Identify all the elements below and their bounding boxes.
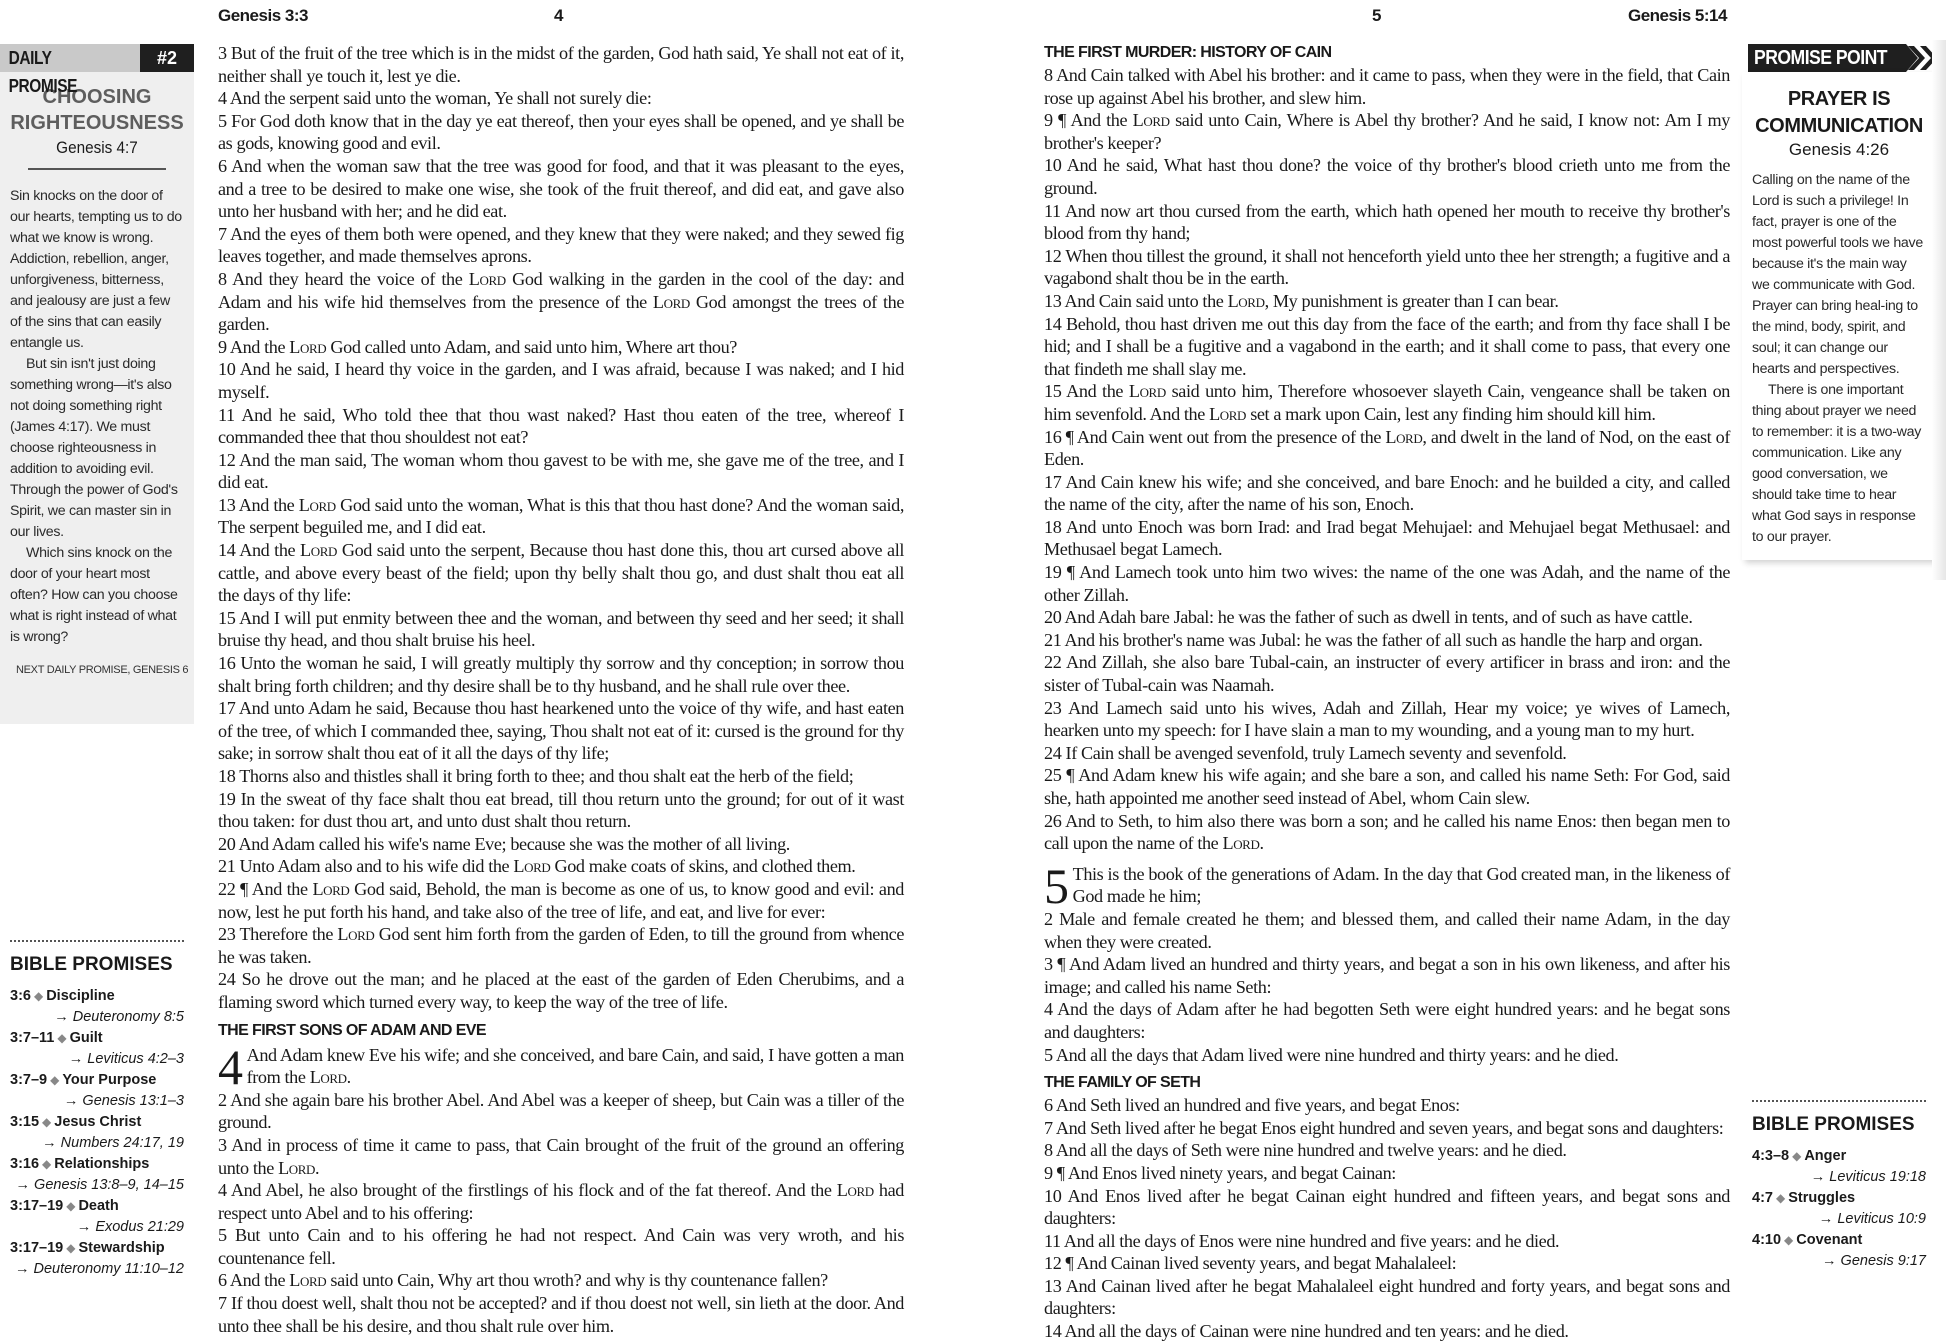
cross-reference-text: Exodus 21:29: [95, 1219, 184, 1235]
cross-reference-text: Leviticus 19:18: [1829, 1169, 1926, 1185]
bible-promise-item: [10, 1070, 194, 1112]
verse: 24 So he drove out the man; and he placed at the east of the garden of Eden Cherubims, and a flaming sword which turned every way, to keep the way of the tree of life.: [218, 969, 904, 1012]
lord-small-caps: Lord: [278, 1157, 316, 1178]
verse: And Adam knew Eve his wife; and she conceived, and bare Cain, and said, I have gotten a man from the Lord.: [246, 1044, 904, 1088]
chapter-start: [1044, 857, 1730, 914]
verse: 4 And the days of Adam after he had begotten Seth were eight hundred years: and he begat sons and daughters:: [1044, 999, 1730, 1042]
promise-reference: 3:7–11: [10, 1030, 55, 1046]
lord-small-caps: Lord: [337, 924, 375, 945]
arrow-right-icon: →: [63, 1093, 83, 1109]
bible-promise-line: [10, 1070, 194, 1091]
cross-reference: [10, 1217, 194, 1238]
promise-topic: Relationships: [54, 1156, 150, 1172]
cross-reference: [10, 1175, 194, 1196]
lord-small-caps: Lord: [1128, 381, 1166, 402]
cross-reference: [10, 1049, 194, 1070]
promise-topic: Jesus Christ: [54, 1114, 142, 1130]
verse: 11 And all the days of Enos were nine hundred and five years: and he died.: [1044, 1230, 1560, 1251]
verse: 13 And Cain said unto the Lord, My punishment is greater than I can bear.: [1044, 290, 1559, 311]
promise-point-title-line1: PRAYER IS: [1787, 88, 1891, 110]
arrow-right-icon: →: [76, 1219, 96, 1235]
section-heading: THE FIRST MURDER: HISTORY OF CAIN: [1044, 44, 1332, 61]
verse: 25 ¶ And Adam knew his wife again; and she bare a son, and called his name Seth: For God, said she, hath appointed me another seed instead of Abel, whom Cain slew.: [1044, 765, 1730, 808]
lord-small-caps: Lord: [513, 856, 551, 877]
promise-reference: 3:6: [10, 988, 31, 1004]
diamond-icon: ◆: [42, 1115, 52, 1129]
promise-topic: Anger: [1804, 1148, 1847, 1164]
diamond-icon: ◆: [33, 989, 44, 1003]
bible-promise-item: [10, 986, 194, 1028]
lord-small-caps: Lord: [468, 268, 506, 289]
daily-promise-label: DAILY PROMISE: [8, 48, 77, 96]
verse: 4 And Abel, he also brought of the firstlings of his flock and of the fat thereof. And the Lord had respect unto Abel and to his offering:: [218, 1180, 904, 1223]
next-daily-promise-link: NEXT DAILY PROMISE, GENESIS 6: [16, 664, 189, 676]
verse: 3 ¶ And Adam lived an hundred and thirty years, and begat a son in his own likeness, and after his image; and called his name Seth:: [1044, 954, 1730, 997]
verse: 23 And Lamech said unto his wives, Adah and Zillah, Hear my voice; ye wives of Lamech, hearken unto my speech: for I have slain a man to my wounding, and a young man to my hurt.: [1044, 697, 1730, 741]
daily-promise-reference: Genesis 4:7: [56, 138, 138, 157]
cross-reference-text: Leviticus 10:9: [1837, 1211, 1926, 1227]
bible-promise-line: [10, 1112, 194, 1133]
bible-promise-line: [10, 986, 194, 1007]
cross-reference-text: Genesis 13:1–3: [82, 1093, 184, 1109]
verse: 10 And he said, I heard thy voice in the garden, and I was afraid, because I was naked; and I hid myself.: [218, 359, 904, 402]
bible-promise-item: [10, 1154, 194, 1196]
verse: 4 And the serpent said unto the woman, Ye shall not surely die:: [218, 88, 652, 109]
verse: 18 And unto Enoch was born Irad: and Irad begat Mehujael: and Mehujael begat Methusael: and Methusael begat Lamech.: [1044, 516, 1730, 560]
bible-promise-line: [10, 1196, 194, 1217]
dotted-divider: [10, 940, 184, 942]
promise-reference: 4:3–8: [1752, 1148, 1790, 1164]
verse: 10 And he said, What hast thou done? the voice of thy brother's blood crieth unto me from the ground.: [1044, 155, 1730, 198]
promise-point-title-line2: COMMUNICATION: [1755, 115, 1923, 137]
verse: 15 And the Lord said unto him, Therefore whosoever slayeth Cain, vengeance shall be taken on him sevenfold. And the Lord set a mark upon Cain, lest any finding him should kill him.: [1044, 381, 1730, 424]
daily-promise-sidebar: [0, 44, 194, 724]
daily-promise-number: #2: [140, 44, 194, 72]
diamond-icon: ◆: [42, 1157, 52, 1171]
lord-small-caps: Lord: [298, 494, 336, 515]
page-number-right: 5: [1372, 6, 1381, 25]
lord-small-caps: Lord: [652, 291, 690, 312]
promise-reference: 3:17–19: [10, 1198, 64, 1214]
lord-small-caps: Lord: [289, 1270, 327, 1291]
verse: 16 ¶ And Cain went out from the presence of the Lord, and dwelt in the land of Nod, on the east of Eden.: [1044, 426, 1730, 470]
divider: [28, 168, 166, 170]
lord-small-caps: Lord: [836, 1180, 874, 1201]
chapter-number: 4: [218, 1038, 243, 1095]
cross-reference-text: Numbers 24:17, 19: [60, 1135, 184, 1151]
verse: 17 And unto Adam he said, Because thou hast hearkened unto the voice of thy wife, and hast eaten of the tree, of which I commanded thee, saying, Thou shalt not eat of it: cursed is the ground for thy sake; in sorrow shalt thou eat of it all the days of thy life;: [218, 698, 904, 764]
verse: 2 Male and female created he them; and blessed them, and called their name Adam, in the day when they were created.: [1044, 908, 1730, 952]
bible-promise-item: [10, 1112, 194, 1154]
promise-reference: 4:7: [1752, 1190, 1773, 1206]
promise-topic: Stewardship: [78, 1240, 165, 1256]
verse: 12 When thou tillest the ground, it shall not henceforth yield unto thee her strength; a fugitive and a vagabond shalt thou be in the earth.: [1044, 245, 1730, 289]
verse: 14 Behold, thou hast driven me out this day from the face of the earth; and from thy face shall I be hid; and I shall be a fugitive and a vagabond in the earth; and it shall come to pass, that every one that findeth me shall slay me.: [1044, 313, 1730, 379]
lord-small-caps: Lord: [289, 336, 327, 357]
right-text-column: [1044, 42, 1730, 1343]
verse: This is the book of the generations of Adam. In the day that God created man, in the likeness of God made he him;: [1072, 863, 1730, 907]
verse: 3 And in process of time it came to pass, that Cain brought of the fruit of the ground an offering unto the Lord.: [218, 1134, 904, 1178]
lord-small-caps: Lord: [1385, 426, 1423, 447]
arrow-right-icon: →: [54, 1009, 73, 1025]
verse: 22 And Zillah, she also bare Tubal-cain, an instructer of every artificer in brass and iron: and the sister of Tubal-cain was Naamah.: [1044, 652, 1730, 696]
daily-promise-body: [0, 186, 194, 648]
cross-reference-text: Genesis 9:17: [1840, 1253, 1926, 1269]
promise-topic: Discipline: [46, 988, 115, 1004]
diamond-icon: ◆: [1775, 1191, 1786, 1205]
promise-reference: 3:15: [10, 1114, 40, 1130]
bible-promise-item: [1752, 1188, 1936, 1230]
bible-promise-line: [1752, 1230, 1936, 1251]
verse: 24 If Cain shall be avenged sevenfold, truly Lamech seventy and sevenfold.: [1044, 742, 1567, 763]
paragraph: Calling on the name of the Lord is such a privilege! In fact, prayer is one of the most powerful tools we have because it's the main way we communicate with God. Prayer can bring heal-ing to the mind, body, spirit, and soul; it can change our hearts and perspectives.: [1752, 172, 1923, 377]
verse: 8 And they heard the voice of the Lord God walking in the garden in the cool of the day: and Adam and his wife hid themselves from the presence of the Lord God amongst the trees of the garden.: [218, 268, 904, 335]
verse: 6 And the Lord said unto Cain, Why art thou wroth? and why is thy countenance fallen?: [218, 1270, 828, 1291]
bible-promise-item: [10, 1196, 194, 1238]
cross-reference: [1752, 1251, 1936, 1272]
verse: 19 ¶ And Lamech took unto him two wives: the name of the one was Adah, and the name of the other Zillah.: [1044, 562, 1730, 605]
verse: 14 And the Lord God said unto the serpent, Because thou hast done this, thou art cursed above all cattle, and above every beast of the field; upon thy belly shalt thou go, and dust shalt thou eat all the days of thy life:: [218, 540, 905, 606]
dotted-divider: [1752, 1100, 1926, 1102]
diamond-icon: ◆: [1792, 1149, 1802, 1163]
verse: 13 And Cainan lived after he begat Mahalaleel eight hundred and forty years, and begat sons and daughters:: [1044, 1275, 1730, 1319]
cross-reference-text: Deuteronomy 11:10–12: [33, 1261, 184, 1277]
cross-reference: [10, 1259, 194, 1280]
cross-reference: [10, 1007, 194, 1028]
lord-small-caps: Lord: [300, 540, 338, 561]
verse: 23 Therefore the Lord God sent him forth from the garden of Eden, to till the ground from whence he was taken.: [218, 924, 905, 967]
bible-promise-line: [10, 1028, 194, 1049]
promise-topic: Struggles: [1788, 1190, 1856, 1206]
verse: 15 And I will put enmity between thee and the woman, and between thy seed and her seed; it shall bruise thy head, and thou shalt bruise his heel.: [218, 607, 904, 651]
bible-promise-line: [10, 1154, 194, 1175]
paragraph: But sin isn't just doing something wrong—it's also not doing something right (James 4:17). We must choose righteousness in addition to avoiding evil. Through the power of God's Spirit, we can master sin in our lives.: [10, 356, 178, 540]
promise-reference: 3:7–9: [10, 1072, 48, 1088]
arrow-right-icon: →: [42, 1135, 61, 1151]
daily-promise-title-line1: CHOOSING: [42, 86, 152, 108]
verse: 12 And the man said, The woman whom thou gavest to be with me, she gave me of the tree, and I did eat.: [218, 449, 904, 493]
verse: 10 And Enos lived after he begat Cainan eight hundred and fifteen years, and begat sons and daughters:: [1044, 1185, 1730, 1229]
verse: 8 And all the days of Seth were nine hundred and twelve years: and he died.: [1044, 1140, 1567, 1161]
verse: 3 But of the fruit of the tree which is in the midst of the garden, God hath said, Ye shall not eat of it, neither shall ye touch it, lest ye die.: [218, 43, 904, 86]
diamond-icon: ◆: [50, 1073, 60, 1087]
lord-small-caps: Lord: [1209, 403, 1247, 424]
promise-point-title: [1742, 86, 1936, 140]
arrow-right-icon: →: [15, 1177, 35, 1193]
cross-reference: [10, 1091, 194, 1112]
verse: 18 Thorns also and thistles shall it bring forth to thee; and thou shalt eat the herb of the field;: [218, 766, 854, 786]
verse: 9 ¶ And Enos lived ninety years, and begat Cainan:: [1044, 1162, 1396, 1183]
bible-promise-item: [1752, 1230, 1936, 1272]
paragraph: Which sins knock on the door of your heart most often? How can you choose what is right instead of what is wrong?: [10, 545, 178, 645]
daily-promise-header: [0, 44, 194, 96]
promise-point-body: [1742, 170, 1936, 548]
paragraph: Sin knocks on the door of our hearts, tempting us to do what we know is wrong. Addiction, rebellion, anger, unforgiveness, bitterness, and jealousy are just a few of the sins that can easily entangle us.: [10, 188, 182, 351]
verse: 5 And all the days that Adam lived were nine hundred and thirty years: and he died.: [1044, 1044, 1619, 1065]
promise-topic: Guilt: [69, 1030, 103, 1046]
bible-promise-line: [1752, 1146, 1936, 1167]
verse: 6 And Seth lived an hundred and five years, and begat Enos:: [1044, 1095, 1460, 1116]
arrow-right-icon: →: [1818, 1211, 1838, 1227]
bible-promise-line: [10, 1238, 194, 1259]
section-heading: THE FIRST SONS OF ADAM AND EVE: [218, 1021, 486, 1039]
running-head-left: Genesis 3:3: [218, 6, 308, 25]
arrow-right-icon: →: [14, 1261, 34, 1277]
page-edge-shadow: [1932, 40, 1946, 580]
chapter-start: [218, 1038, 904, 1095]
verse: 7 If thou doest well, shalt thou not be accepted? and if thou doest not well, sin lieth at the door. And unto thee shall be his desire, and thou shalt rule over him.: [218, 1293, 904, 1336]
verse: 13 And the Lord God said unto the woman, What is this that thou hast done? And the woman said, The serpent beguiled me, and I did eat.: [218, 494, 904, 538]
diamond-icon: ◆: [66, 1199, 76, 1213]
lord-small-caps: Lord: [1132, 110, 1170, 131]
cross-reference: [1752, 1167, 1936, 1188]
paragraph: There is one important thing about prayer we need to remember: it is a two-way communication. Like any good conversation, we should take time to hear what God says in response to our prayer.: [1752, 382, 1921, 545]
verse: 11 And he said, Who told thee that thou wast naked? Hast thou eaten of the tree, whereof I commanded thee that thou shouldest not eat?: [218, 404, 904, 448]
promise-point-header: [1748, 44, 1936, 72]
bible-promises-left: [10, 940, 194, 1280]
verse: 17 And Cain knew his wife; and she conceived, and bare Enoch: and he builded a city, and called the name of the city, after the name of his son, Enoch.: [1044, 471, 1730, 515]
verse: 20 And Adam called his wife's name Eve; because she was the mother of all living.: [218, 833, 790, 854]
verse: 21 And his brother's name was Jubal: he was the father of all such as handle the harp and organ.: [1044, 629, 1703, 650]
lord-small-caps: Lord: [1227, 290, 1265, 311]
promise-reference: 3:16: [10, 1156, 40, 1172]
promise-topic: Your Purpose: [62, 1072, 157, 1088]
bible-promises-title: BIBLE PROMISES: [1752, 1114, 1915, 1135]
verse: 19 In the sweat of thy face shalt thou eat bread, till thou return unto the ground; for out of it wast thou taken: for dust thou art, and unto dust shalt thou return.: [218, 788, 904, 832]
promise-point-label: PROMISE POINT: [1754, 47, 1887, 69]
verse: 26 And to Seth, to him also there was born a son; and he called his name Enos: then began men to call upon the name of the Lord.: [1044, 810, 1730, 854]
left-text-column: [218, 42, 904, 1337]
bible-promises-right: [1752, 1100, 1936, 1272]
arrow-right-icon: →: [1810, 1169, 1830, 1185]
cross-reference-text: Genesis 13:8–9, 14–15: [34, 1177, 184, 1193]
cross-reference: [1752, 1209, 1936, 1230]
diamond-icon: ◆: [1784, 1233, 1794, 1247]
verse: 22 ¶ And the Lord God said, Behold, the man is become as one of us, to know good and evil: and now, lest he put forth his hand, and take also of the tree of life, and eat, and live for ever:: [218, 878, 904, 922]
cross-reference-text: Leviticus 4:2–3: [87, 1051, 184, 1067]
verse: 5 For God doth know that in the day ye eat thereof, then your eyes shall be opened, and ye shall be as gods, knowing good and evil.: [218, 110, 904, 154]
verse: 8 And Cain talked with Abel his brother: and it came to pass, when they were in the field, that Cain rose up against Abel his brother, and slew him.: [1044, 65, 1730, 108]
chapter-number: 5: [1044, 857, 1069, 914]
verse: 14 And all the days of Cainan were nine hundred and ten years: and he died.: [1044, 1321, 1569, 1342]
verse: 20 And Adah bare Jabal: he was the father of such as dwell in tents, and of such as have cattle.: [1044, 607, 1693, 628]
diamond-icon: ◆: [57, 1031, 67, 1045]
verse: 16 Unto the woman he said, I will greatly multiply thy sorrow and thy conception; in sorrow thou shalt bring forth children; and thy desire shall be to thy husband, and he shall rule over thee.: [218, 653, 904, 696]
running-head-right: Genesis 5:14: [1628, 6, 1727, 25]
verse: 6 And when the woman saw that the tree was good for food, and that it was pleasant to the eyes, and a tree to be desired to make one wise, she took of the fruit thereof, and did eat, and gave also unto her husband with her; and he did eat.: [218, 155, 904, 222]
verse: 11 And now art thou cursed from the earth, which hath opened her mouth to receive thy brother's blood from thy hand;: [1044, 200, 1730, 244]
page-number-left: 4: [554, 6, 563, 25]
verse: 2 And she again bare his brother Abel. And Abel was a keeper of sheep, but Cain was a tiller of the ground.: [218, 1089, 904, 1133]
lord-small-caps: Lord: [309, 1067, 347, 1088]
promise-topic: Covenant: [1796, 1232, 1863, 1248]
verse: 5 But unto Cain and to his offering he had not respect. And Cain was very wroth, and his countenance fell.: [218, 1225, 904, 1268]
promise-point-reference: Genesis 4:26: [1788, 140, 1890, 159]
verse: 12 ¶ And Cainan lived seventy years, and begat Mahalaleel:: [1044, 1253, 1457, 1274]
daily-promise-title-line2: RIGHTEOUSNESS: [10, 112, 184, 134]
bible-promise-line: [1752, 1188, 1936, 1209]
promise-point-card: [1742, 72, 1936, 560]
arrow-right-icon: →: [1822, 1253, 1841, 1269]
section-heading: THE FAMILY OF SETH: [1044, 1074, 1201, 1092]
lord-small-caps: Lord: [1222, 833, 1260, 854]
promise-reference: 4:10: [1752, 1232, 1782, 1248]
bible-promise-item: [10, 1028, 194, 1070]
verse: 7 And the eyes of them both were opened, and they knew that they were naked; and they sewed fig leaves together, and made themselves aprons.: [218, 223, 904, 267]
verse: 21 Unto Adam also and to his wife did the Lord God make coats of skins, and clothed them.: [218, 856, 856, 877]
promise-topic: Death: [78, 1198, 119, 1214]
bible-promises-title: BIBLE PROMISES: [10, 954, 173, 975]
cross-reference: [10, 1133, 194, 1154]
bible-promise-item: [1752, 1146, 1936, 1188]
verse: 9 And the Lord God called unto Adam, and said unto him, Where art thou?: [218, 336, 737, 357]
verse: 9 ¶ And the Lord said unto Cain, Where is Abel thy brother? And he said, I know not: Am I my brother's keeper?: [1044, 110, 1730, 153]
cross-reference-text: Deuteronomy 8:5: [72, 1009, 184, 1025]
bible-promise-item: [10, 1238, 194, 1280]
verse: 7 And Seth lived after he begat Enos eight hundred and seven years, and begat sons and daughters:: [1044, 1117, 1724, 1138]
promise-reference: 3:17–19: [10, 1240, 64, 1256]
lord-small-caps: Lord: [312, 878, 350, 899]
diamond-icon: ◆: [66, 1241, 76, 1255]
arrow-right-icon: →: [68, 1051, 88, 1067]
